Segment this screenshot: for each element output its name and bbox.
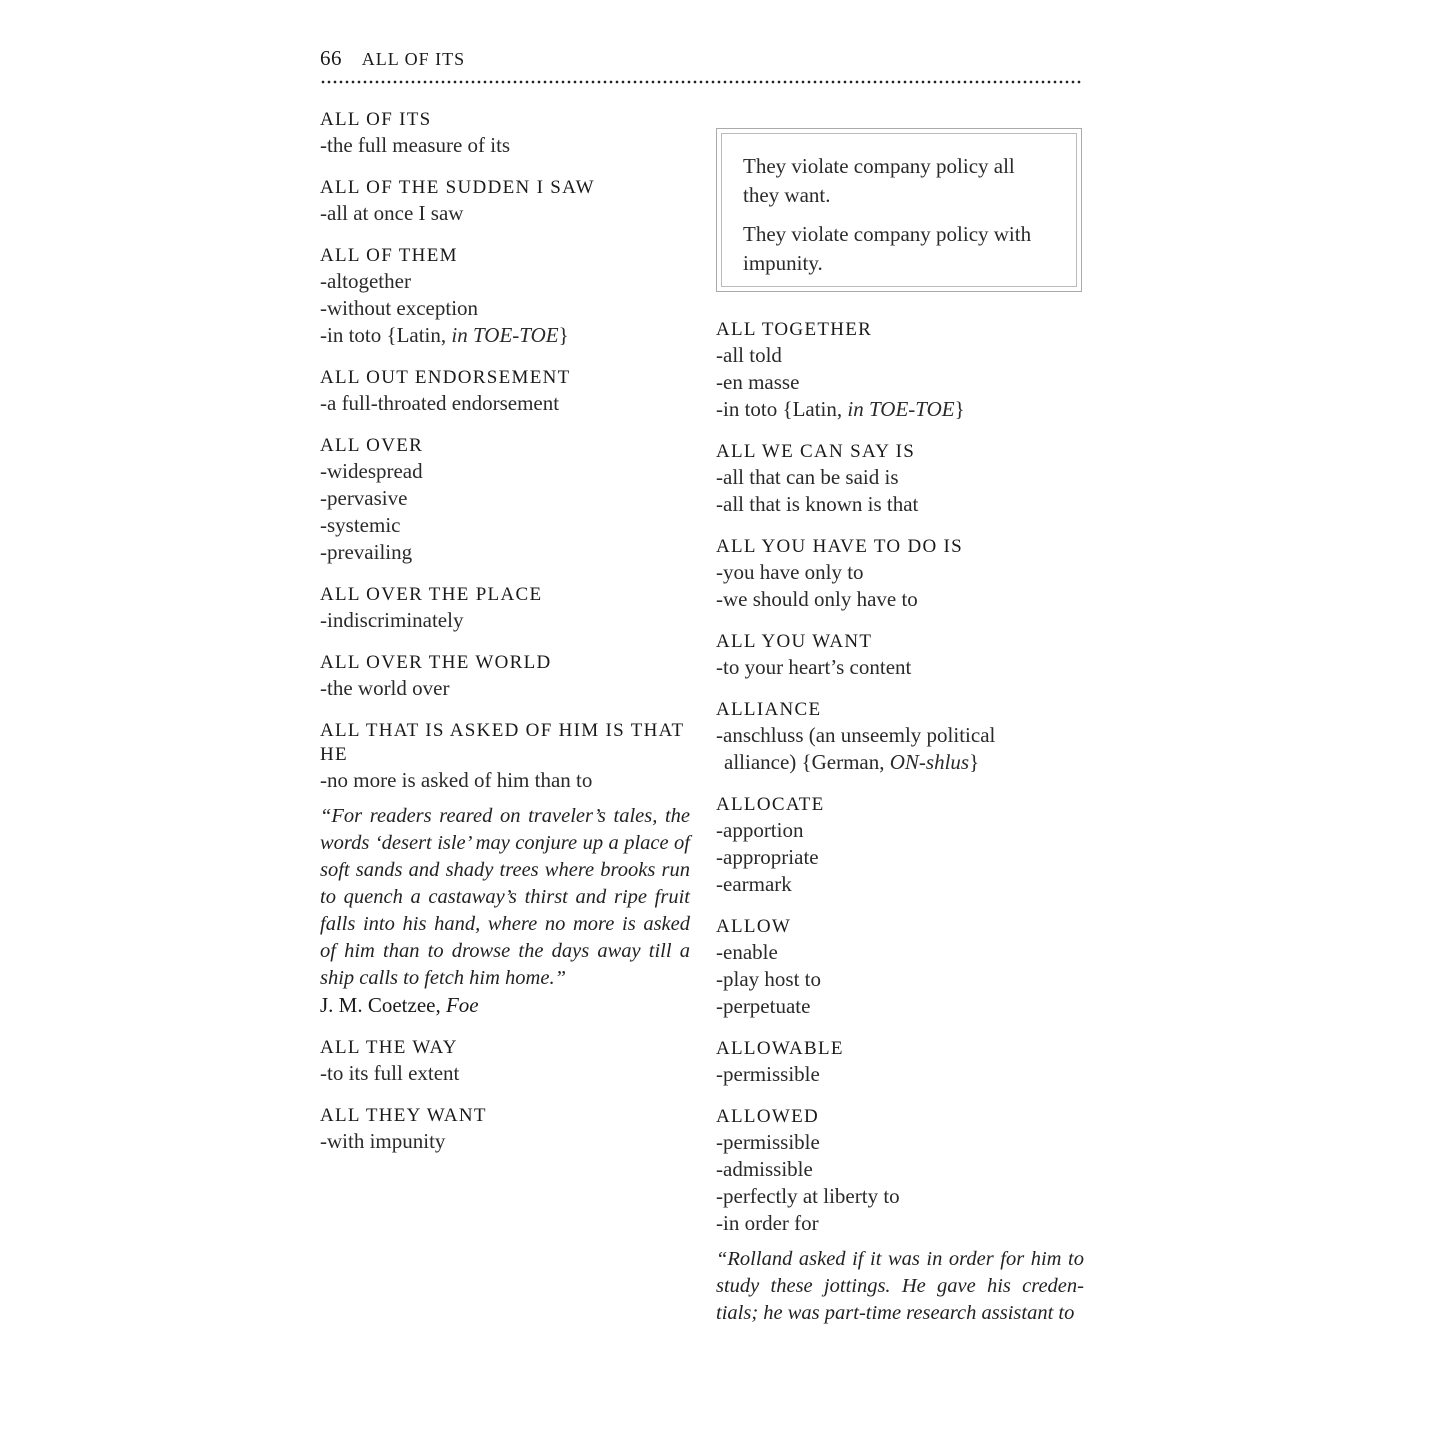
synonym: -to your heart’s content	[716, 655, 912, 679]
synonym: -all that is known is that	[716, 492, 919, 516]
synonym: -a full-throated endorsement	[320, 391, 560, 415]
headword: ALL OF THE SUDDEN I SAW	[320, 177, 595, 198]
dictionary-entry	[320, 244, 690, 349]
running-title: ALL OF ITS	[361, 49, 466, 69]
synonym: -you have only to	[716, 560, 864, 584]
synonym: -widespread	[320, 459, 423, 483]
example-line: They violate company policy with impunity.	[743, 222, 1032, 275]
dictionary-entry	[716, 535, 1084, 613]
headword: ALL THE WAY	[320, 1037, 458, 1058]
headword: ALLOWED	[716, 1106, 820, 1127]
synonym: -perfectly at liberty to	[716, 1184, 900, 1208]
synonym: -anschluss (an unseemly political	[716, 723, 996, 747]
synonym: -permissible	[716, 1130, 820, 1154]
synonym: -earmark	[716, 872, 792, 896]
dictionary-entry	[716, 630, 1084, 681]
example-line: They violate company policy all they want.	[743, 154, 1015, 207]
synonym: -all that can be said is	[716, 465, 899, 489]
headword: ALL OVER THE PLACE	[320, 584, 543, 605]
synonym: -we should only have to	[716, 587, 918, 611]
italic-pronunciation: ON-shlus	[889, 750, 970, 774]
dictionary-entry	[716, 1105, 1084, 1327]
synonym-latin: -in toto {Latin, in TOE-TOE}	[716, 397, 965, 421]
headword: ALLOCATE	[716, 794, 825, 815]
synonym: -indiscriminately	[320, 608, 464, 632]
headword: ALL OVER THE WORLD	[320, 652, 552, 673]
synonym: -the full measure of its	[320, 133, 511, 157]
dictionary-entry	[716, 793, 1084, 898]
headword: ALL WE CAN SAY IS	[716, 441, 916, 462]
dictionary-entry	[320, 434, 690, 566]
dictionary-entry	[716, 440, 1084, 518]
right-column	[716, 316, 1084, 1344]
example-box	[716, 128, 1082, 292]
dictionary-entry	[320, 583, 690, 634]
headword: ALLOWABLE	[716, 1038, 844, 1059]
dictionary-entry	[716, 915, 1084, 1020]
dictionary-entry	[320, 719, 690, 1019]
quote-citation: J. M. Coetzee, Foe	[320, 993, 479, 1017]
synonym: -appropriate	[716, 845, 819, 869]
headword: ALL TOGETHER	[716, 319, 873, 340]
italic-pronunciation: in TOE-TOE	[847, 397, 955, 421]
synonym: -the world over	[320, 676, 450, 700]
synonym: -altogether	[320, 269, 411, 293]
usage-quote: “For readers reared on traveler’s tales, the words ‘desert isle’ may conjure up a place of soft sands and shady trees where brooks run to quench a castaway’s thirst and ripe fruit falls into his hand, where no more is asked of him than to drowse the days away till a ship calls to fetch him home.”	[320, 805, 690, 989]
synonym: -play host to	[716, 967, 821, 991]
synonym: -all at once I saw	[320, 201, 464, 225]
synonym: -to its full extent	[320, 1061, 460, 1085]
headword: ALLIANCE	[716, 699, 822, 720]
dictionary-entry	[320, 108, 690, 159]
headword: ALLOW	[716, 916, 792, 937]
running-head	[320, 46, 465, 71]
dotted-rule	[320, 80, 1083, 84]
synonym: -all told	[716, 343, 782, 367]
headword: ALL OF ITS	[320, 109, 432, 130]
headword: ALL OF THEM	[320, 245, 458, 266]
dictionary-entry	[320, 651, 690, 702]
synonym: -apportion	[716, 818, 804, 842]
synonym: -pervasive	[320, 486, 408, 510]
headword: ALL THEY WANT	[320, 1105, 487, 1126]
dictionary-entry	[716, 318, 1084, 423]
headword: ALL OUT ENDORSEMENT	[320, 367, 571, 388]
synonym: -permissible	[716, 1062, 820, 1086]
synonym: -admissible	[716, 1157, 813, 1181]
italic-pronunciation: in TOE-TOE	[451, 323, 559, 347]
cited-work: Foe	[445, 993, 479, 1017]
headword: ALL THAT IS ASKED OF HIM IS THAT HE	[320, 720, 685, 765]
synonym: -en masse	[716, 370, 800, 394]
synonym: -systemic	[320, 513, 401, 537]
synonym: -without exception	[320, 296, 479, 320]
dictionary-entry	[320, 1104, 690, 1155]
headword: ALL YOU HAVE TO DO IS	[716, 536, 964, 557]
synonym-latin: -in toto {Latin, in TOE-TOE}	[320, 323, 569, 347]
dictionary-entry	[320, 176, 690, 227]
dictionary-entry	[716, 698, 1084, 776]
synonym-continuation: alliance) {German, ON-shlus}	[724, 750, 980, 774]
dictionary-entry	[320, 366, 690, 417]
headword: ALL OVER	[320, 435, 424, 456]
page-number: 66	[320, 46, 342, 70]
dictionary-entry	[716, 1037, 1084, 1088]
dictionary-entry	[320, 1036, 690, 1087]
headword: ALL YOU WANT	[716, 631, 873, 652]
synonym: -perpetuate	[716, 994, 811, 1018]
synonym: -with impunity	[320, 1129, 446, 1153]
example-box-inner	[721, 133, 1077, 287]
usage-quote: “Rolland asked if it was in order for him to study these jottings. He gave his creden-tials; he was part-time research assistant to	[716, 1248, 1084, 1324]
synonym: -prevailing	[320, 540, 413, 564]
synonym: -enable	[716, 940, 778, 964]
synonym: -no more is asked of him than to	[320, 768, 593, 792]
left-column	[320, 106, 690, 1172]
synonym: -in order for	[716, 1211, 819, 1235]
